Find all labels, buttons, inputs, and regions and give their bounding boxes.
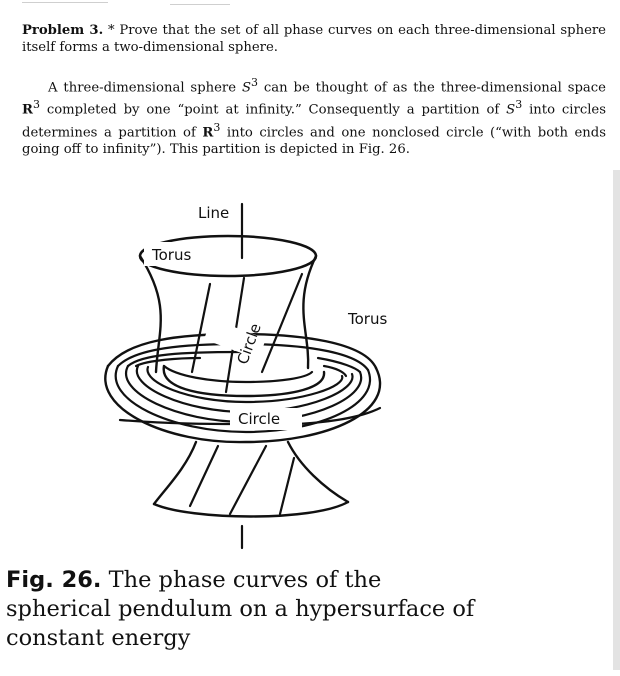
lower-funnel-stripe: [230, 446, 266, 514]
funnel-stripe: [262, 274, 302, 372]
solution-text: A three-dimensional sphere: [48, 80, 242, 96]
lower-funnel-left: [154, 442, 196, 504]
lower-funnel-rim: [154, 502, 348, 517]
label-torus-top: Torus: [152, 246, 192, 264]
problem-label: Problem 3.: [22, 23, 104, 38]
figure-caption: [6, 566, 486, 653]
solution-text: into circles determines a partition of: [22, 102, 607, 141]
torus-ring-top: [324, 366, 346, 376]
page-edge-shadow: [613, 170, 620, 670]
scan-artifact-line: [22, 2, 108, 3]
solution-paragraph: [22, 74, 606, 158]
funnel-right-edge: [303, 256, 316, 368]
solution-text: can be thought of as the three-dimensional space: [257, 80, 606, 96]
scan-artifact-line: [170, 4, 230, 5]
lower-funnel-stripe: [190, 446, 218, 506]
lower-funnel-stripe: [280, 458, 294, 514]
problem-bullet: *: [107, 23, 115, 38]
sphere-exponent: 3: [515, 98, 523, 112]
space-symbol: R: [22, 102, 33, 118]
space-exponent: 3: [32, 98, 40, 112]
lower-funnel-right: [288, 442, 348, 502]
sphere-symbol: S: [241, 80, 251, 96]
problem-text: Prove that the set of all phase curves on each three-dimensional sphere itself forms a two-dimensional sphere.: [22, 23, 606, 55]
label-line: Line: [198, 204, 230, 222]
space-symbol: R: [202, 125, 214, 141]
figure-caption-label: Fig. 26.: [6, 567, 102, 593]
solution-text: into circles and one nonclosed circle (“with both ends going off to infinity”). This partition is depicted in Fig. 26.: [22, 125, 606, 158]
label-circle-vertical: Circle: [233, 321, 265, 367]
solution-text: completed by one “point at infinity.” Consequently a partition of: [39, 102, 507, 118]
figure-26-partition: [80, 196, 440, 556]
figure-caption-text: The phase curves of the spherical pendulum on a hypersurface of constant energy: [6, 567, 475, 651]
sphere-exponent: 3: [250, 76, 258, 89]
inner-torus-ring: [164, 366, 312, 382]
label-circle-bottom: Circle: [238, 410, 281, 428]
problem-statement: [22, 22, 606, 56]
space-exponent: 3: [213, 120, 221, 134]
funnel-left-edge: [140, 256, 161, 372]
label-torus-right: Torus: [348, 310, 388, 328]
sphere-symbol: S: [506, 102, 516, 118]
